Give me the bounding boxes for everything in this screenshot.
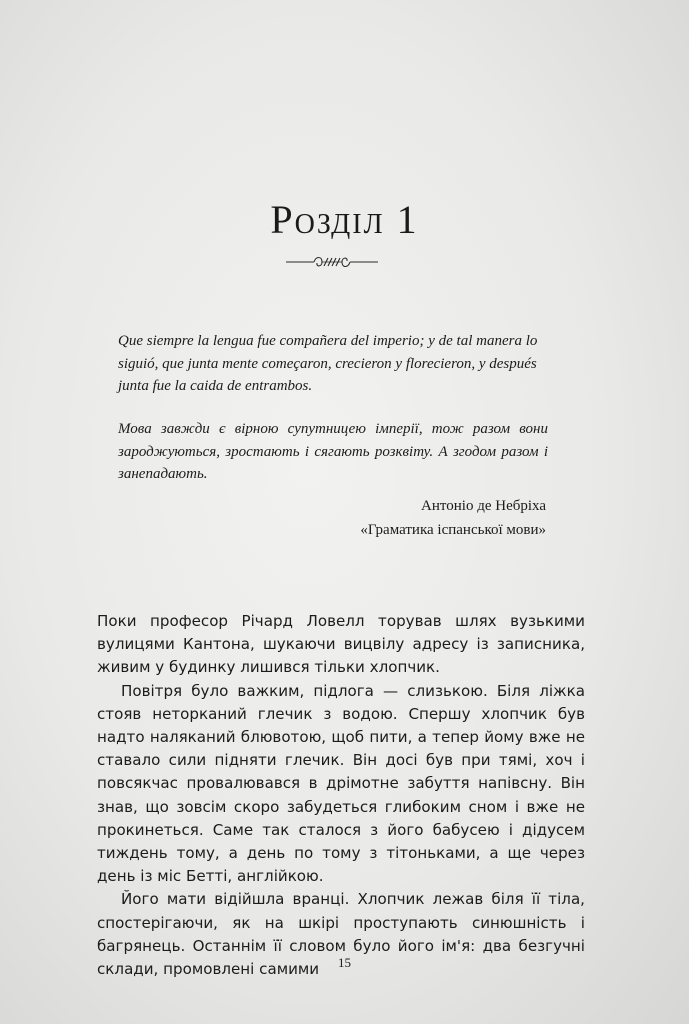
flourish-ornament-icon (284, 252, 380, 272)
page-number: 15 (338, 955, 351, 970)
epigraph-source: «Граматика іспанської мови» (360, 522, 546, 538)
epigraph-author: Антоніо де Небріха (421, 498, 546, 514)
epigraph-spanish: Que siempre la lengua fue compañera del imperio; y de tal manera lo siguió, que junta mente começaron, crecieron y florecieron, y después junta fue la caida de entrambos. (118, 333, 538, 394)
chapter-body (97, 610, 585, 981)
body-paragraph: Повітря було важким, підлога — слизькою. Біля ліжка стояв неторканий глечик з водою. Спершу хлопчик був надто наляканий блювотою, щоб пити, а тепер йому вже не ставало сили підняти глечик. Він досі був при тямі, хоч і повсякчас провалювався в дрімотне забуття напівсну. Він знав, що зовсім скоро забудеться глибоким сном і вже не прокинеться. Саме так сталося з його бабусею і дідусем тиждень тому, а день по тому з тітоньками, а ще через день із міс Бетті, англійкою. (97, 681, 585, 886)
body-paragraph: Поки професор Річард Ловелл торував шлях вузькими вулицями Кантона, шукаючи вицвілу адресу із записника, живим у будинку лишився тільки хлопчик. (97, 612, 585, 677)
epigraph-ukrainian: Мова завжди є вірною супутницею імперії, тож разом вони зароджуються, зростають і сягають розквіту. А згодом разом і занепадають. (118, 421, 548, 482)
chapter-title: Розділ 1 (270, 197, 419, 242)
body-paragraph: Його мати відійшла вранці. Хлопчик лежав біля її тіла, спостерігаючи, як на шкірі проступають синюшність і багрянець. Останнім її словом було його ім'я: два безгучні склади, промовлені самими (97, 890, 585, 979)
